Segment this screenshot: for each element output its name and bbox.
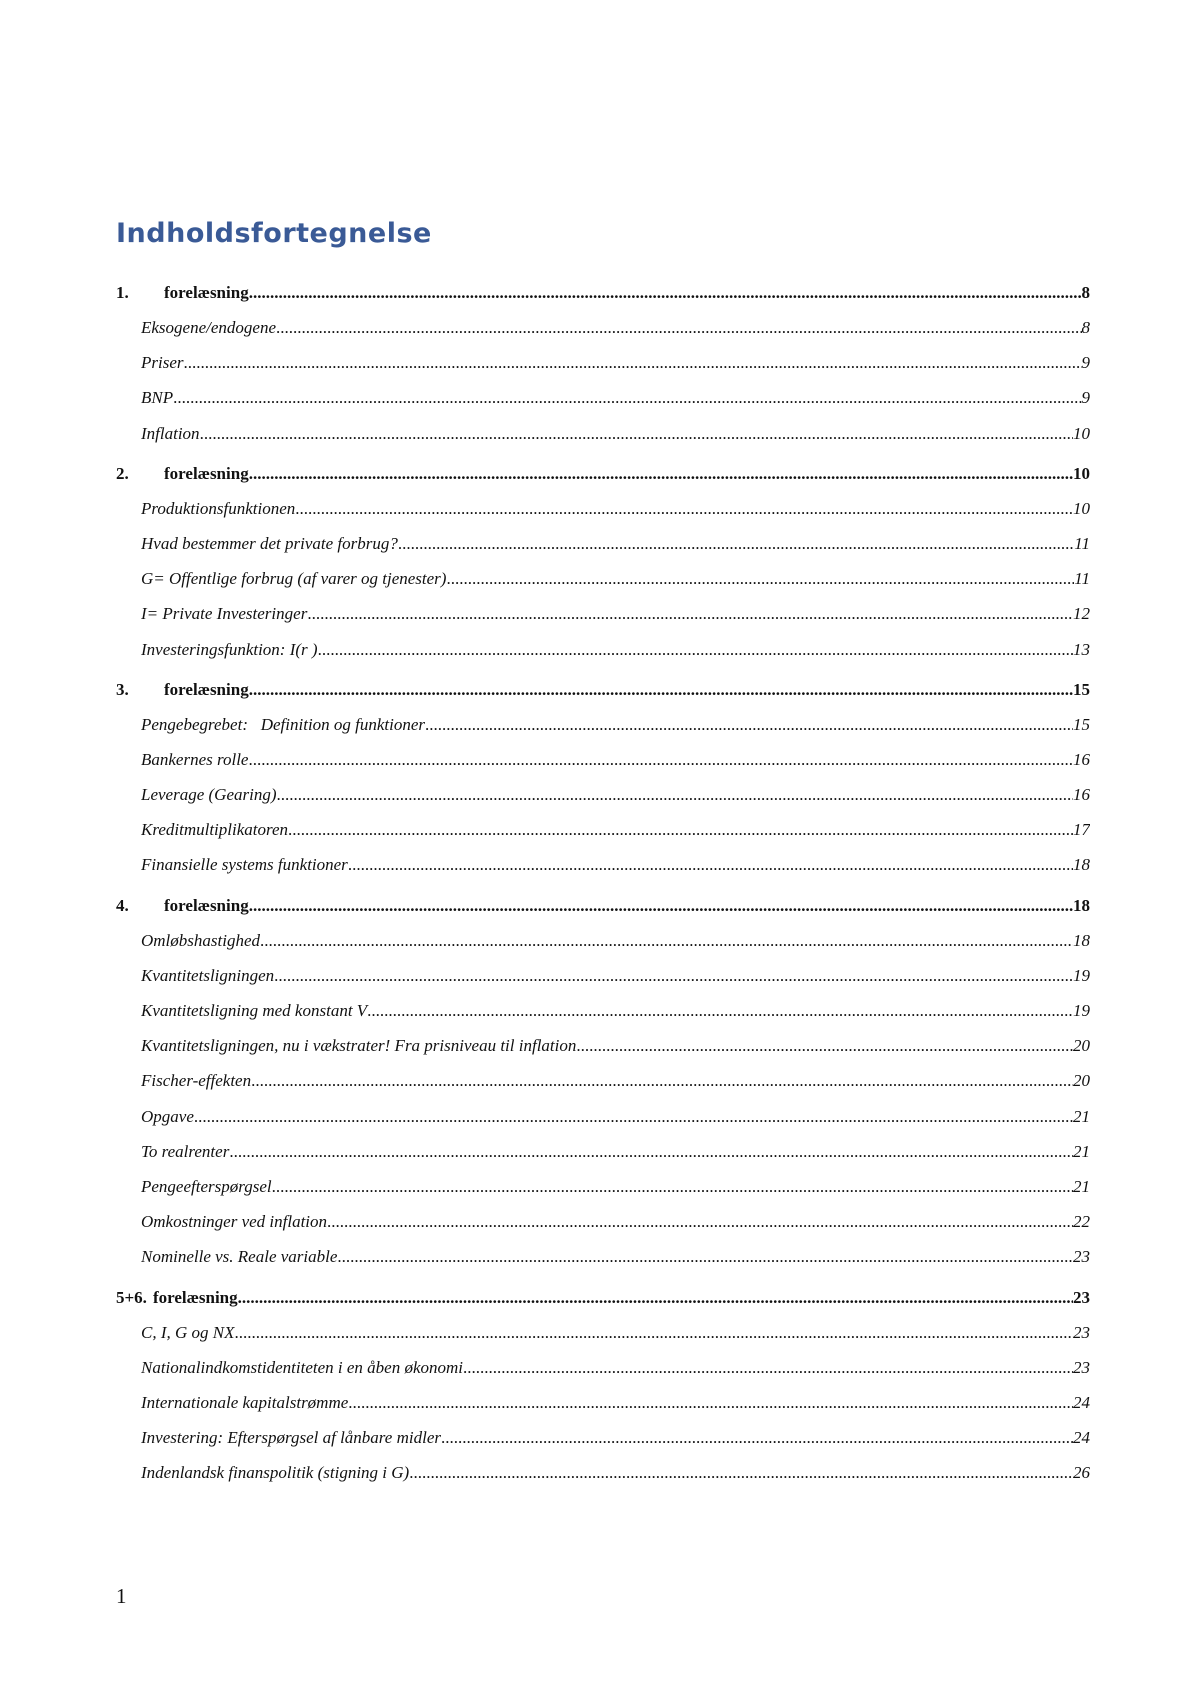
toc-entry-label: Finansielle systems funktioner — [141, 855, 348, 875]
toc-entry-page: 21 — [1073, 1176, 1090, 1196]
toc-entry[interactable] — [116, 1239, 1090, 1274]
toc-entry-leader — [141, 416, 1073, 451]
toc-section — [116, 457, 1090, 667]
toc-heading-leader — [116, 673, 1073, 707]
toc-entry-label: Bankernes rolle — [141, 749, 249, 769]
toc-entry-page: 26 — [1073, 1463, 1090, 1483]
toc-entry-leader — [141, 923, 1073, 958]
toc-entry-label: Kreditmultiplikatoren — [141, 820, 289, 840]
toc-entry[interactable] — [116, 632, 1090, 667]
toc-heading-leader — [116, 276, 1082, 310]
toc-entry-page: 11 — [1074, 569, 1090, 589]
toc-entry-label: Produktionsfunktionen — [141, 498, 296, 518]
toc-heading-label: forelæsning — [152, 1287, 238, 1307]
toc-section — [116, 673, 1090, 883]
toc-entry-page: 10 — [1073, 498, 1090, 518]
toc-heading-page: 23 — [1073, 1287, 1090, 1307]
toc-entry-page: 20 — [1073, 1071, 1090, 1091]
toc-entry[interactable] — [116, 742, 1090, 777]
toc-entry-page: 24 — [1073, 1392, 1090, 1412]
toc-entry-page: 9 — [1081, 353, 1090, 373]
toc-entry-label: Nominelle vs. Reale variable — [141, 1247, 338, 1267]
toc-entry[interactable] — [116, 777, 1090, 812]
toc-section — [116, 276, 1090, 451]
toc-entry-label: Omkostninger ved inflation — [141, 1212, 328, 1232]
toc-entry[interactable] — [116, 1063, 1090, 1098]
toc-entry-label: Kvantitetsligningen — [141, 965, 275, 985]
toc-entry-page: 9 — [1081, 388, 1090, 408]
toc-heading-number: 1. — [116, 283, 129, 302]
toc-entry[interactable] — [116, 923, 1090, 958]
toc-entry-label: Eksogene/endogene — [141, 318, 276, 337]
toc-entry-label: I= Private Investeringer — [141, 604, 308, 624]
toc-entry-page: 16 — [1073, 785, 1090, 805]
toc-entry-leader — [141, 742, 1073, 777]
toc-entry-leader — [141, 310, 1082, 345]
toc-entry-leader — [141, 1169, 1073, 1204]
toc-entry-page: 23 — [1073, 1322, 1090, 1342]
toc-entry-leader — [141, 958, 1073, 993]
toc-entry-leader — [141, 1385, 1073, 1420]
toc-entry[interactable] — [116, 1134, 1090, 1169]
toc-entry-page: 22 — [1073, 1212, 1090, 1232]
toc-entry-leader — [141, 1099, 1073, 1134]
table-of-contents — [116, 276, 1090, 1496]
toc-entry-leader — [141, 1455, 1073, 1490]
toc-entry-label: Hvad bestemmer det private forbrug? — [141, 533, 398, 553]
toc-entry-page: 21 — [1073, 1141, 1090, 1161]
toc-entry[interactable] — [116, 1169, 1090, 1204]
toc-entry-leader — [141, 847, 1073, 882]
toc-entry-leader — [141, 345, 1082, 380]
toc-entry-label: Leverage (Gearing) — [141, 785, 277, 805]
toc-entry-label: Investeringsfunktion: I(r ) — [141, 639, 318, 659]
toc-entry-page: 19 — [1073, 965, 1090, 985]
toc-entry-page: 13 — [1073, 639, 1090, 659]
page-number: 1 — [116, 1584, 127, 1608]
toc-entry-label: Investering: Efterspørgsel af lånbare midler — [141, 1428, 441, 1448]
toc-entry-leader — [141, 1028, 1073, 1063]
toc-entry-leader — [141, 596, 1073, 631]
toc-heading-label: forelæsning — [164, 895, 249, 915]
toc-entry[interactable] — [116, 1099, 1090, 1134]
toc-heading-entry[interactable] — [116, 889, 1090, 923]
toc-entry-leader — [141, 812, 1073, 847]
toc-entry-page: 23 — [1073, 1357, 1090, 1377]
toc-entry-label: To realrenter — [141, 1141, 230, 1161]
toc-entry-leader — [141, 526, 1074, 561]
toc-entry-label: Inflation — [141, 423, 200, 443]
toc-entry-page: 18 — [1073, 855, 1090, 875]
toc-entry[interactable] — [116, 958, 1090, 993]
toc-heading-label: forelæsning — [164, 679, 249, 699]
toc-heading-entry[interactable] — [116, 673, 1090, 707]
toc-title: Indholdsfortegnelse — [116, 218, 432, 249]
toc-entry[interactable] — [116, 707, 1090, 742]
toc-entry-label: Opgave — [141, 1106, 194, 1126]
toc-heading-number: 4. — [116, 895, 129, 915]
toc-heading-page: 10 — [1073, 463, 1090, 483]
toc-entry-page: 21 — [1073, 1106, 1090, 1126]
toc-entry-leader — [141, 1315, 1073, 1350]
toc-entry-leader — [141, 1350, 1073, 1385]
toc-entry[interactable] — [116, 1455, 1090, 1490]
toc-entry-leader — [141, 1134, 1073, 1169]
toc-heading-page: 8 — [1081, 283, 1090, 302]
toc-entry[interactable] — [116, 1204, 1090, 1239]
toc-entry[interactable] — [116, 596, 1090, 631]
toc-entry[interactable] — [116, 526, 1090, 561]
toc-heading-entry[interactable] — [116, 1281, 1090, 1315]
toc-entry-label: Nationalindkomstidentiteten i en åben økonomi — [141, 1357, 464, 1377]
toc-heading-page: 15 — [1073, 679, 1090, 699]
toc-entry[interactable] — [116, 993, 1090, 1028]
toc-heading-entry[interactable] — [116, 457, 1090, 491]
toc-entry[interactable] — [116, 561, 1090, 596]
toc-entry-leader — [141, 1420, 1073, 1455]
toc-heading-leader — [116, 1281, 1073, 1315]
toc-entry-leader — [141, 707, 1073, 742]
toc-entry-leader — [141, 491, 1073, 526]
toc-entry-page: 10 — [1073, 423, 1090, 443]
toc-entry-label: Kvantitetsligning med konstant V — [141, 1001, 368, 1020]
toc-heading-number: 5+6. — [116, 1287, 147, 1307]
toc-entry-label: Pengeefterspørgsel — [141, 1176, 272, 1196]
toc-entry[interactable] — [116, 1315, 1090, 1350]
toc-entry[interactable] — [116, 1350, 1090, 1385]
toc-entry-page: 8 — [1081, 318, 1090, 337]
toc-heading-label: forelæsning — [164, 283, 249, 302]
toc-entry-label: Priser — [141, 353, 184, 373]
toc-heading-leader — [116, 889, 1073, 923]
toc-heading-label: forelæsning — [164, 463, 249, 483]
toc-entry[interactable] — [116, 1028, 1090, 1063]
toc-entry-leader — [141, 1204, 1073, 1239]
toc-entry-label: Indenlandsk finanspolitik (stigning i G) — [141, 1463, 410, 1483]
toc-entry[interactable] — [116, 416, 1090, 451]
toc-entry-page: 17 — [1073, 820, 1090, 840]
toc-section — [116, 1281, 1090, 1491]
toc-heading-number: 3. — [116, 679, 129, 699]
toc-heading-number: 2. — [116, 463, 129, 483]
toc-entry-page: 20 — [1073, 1036, 1090, 1056]
toc-entry-page: 15 — [1073, 714, 1090, 734]
toc-entry-leader — [141, 380, 1082, 415]
toc-entry-label: Kvantitetsligningen, nu i vækstrater! Fra prisniveau til inflation — [141, 1036, 577, 1056]
toc-entry-page: 18 — [1073, 930, 1090, 950]
toc-entry-page: 23 — [1073, 1247, 1090, 1267]
toc-heading-entry[interactable] — [116, 276, 1090, 310]
toc-entry[interactable] — [116, 847, 1090, 882]
toc-entry-leader — [141, 1239, 1073, 1274]
toc-section — [116, 889, 1090, 1275]
toc-entry-page: 24 — [1073, 1428, 1090, 1448]
toc-entry[interactable] — [116, 310, 1090, 345]
toc-entry-label: C, I, G og NX — [141, 1322, 235, 1342]
toc-entry-page: 11 — [1074, 533, 1090, 553]
toc-entry-leader — [141, 1063, 1073, 1098]
toc-entry[interactable] — [116, 380, 1090, 415]
toc-entry-label: G= Offentlige forbrug (af varer og tjenester) — [141, 569, 447, 589]
toc-entry-leader — [141, 993, 1073, 1028]
toc-entry-page: 16 — [1073, 749, 1090, 769]
toc-entry-label: BNP — [141, 388, 174, 408]
toc-entry-leader — [141, 632, 1073, 667]
toc-entry[interactable] — [116, 491, 1090, 526]
toc-entry[interactable] — [116, 1420, 1090, 1455]
toc-entry-label: Fischer-effekten — [141, 1071, 252, 1091]
toc-entry-label: Pengebegrebet: Definition og funktioner — [141, 714, 426, 734]
toc-entry-label: Internationale kapitalstrømme — [141, 1392, 349, 1412]
toc-entry-leader — [141, 777, 1073, 812]
toc-entry-label: Omløbshastighed — [141, 930, 260, 950]
toc-entry-page: 12 — [1073, 604, 1090, 624]
toc-entry[interactable] — [116, 345, 1090, 380]
toc-entry[interactable] — [116, 1385, 1090, 1420]
toc-entry-leader — [141, 561, 1074, 596]
toc-heading-leader — [116, 457, 1073, 491]
toc-entry-page: 19 — [1073, 1001, 1090, 1020]
toc-entry[interactable] — [116, 812, 1090, 847]
toc-heading-page: 18 — [1073, 895, 1090, 915]
